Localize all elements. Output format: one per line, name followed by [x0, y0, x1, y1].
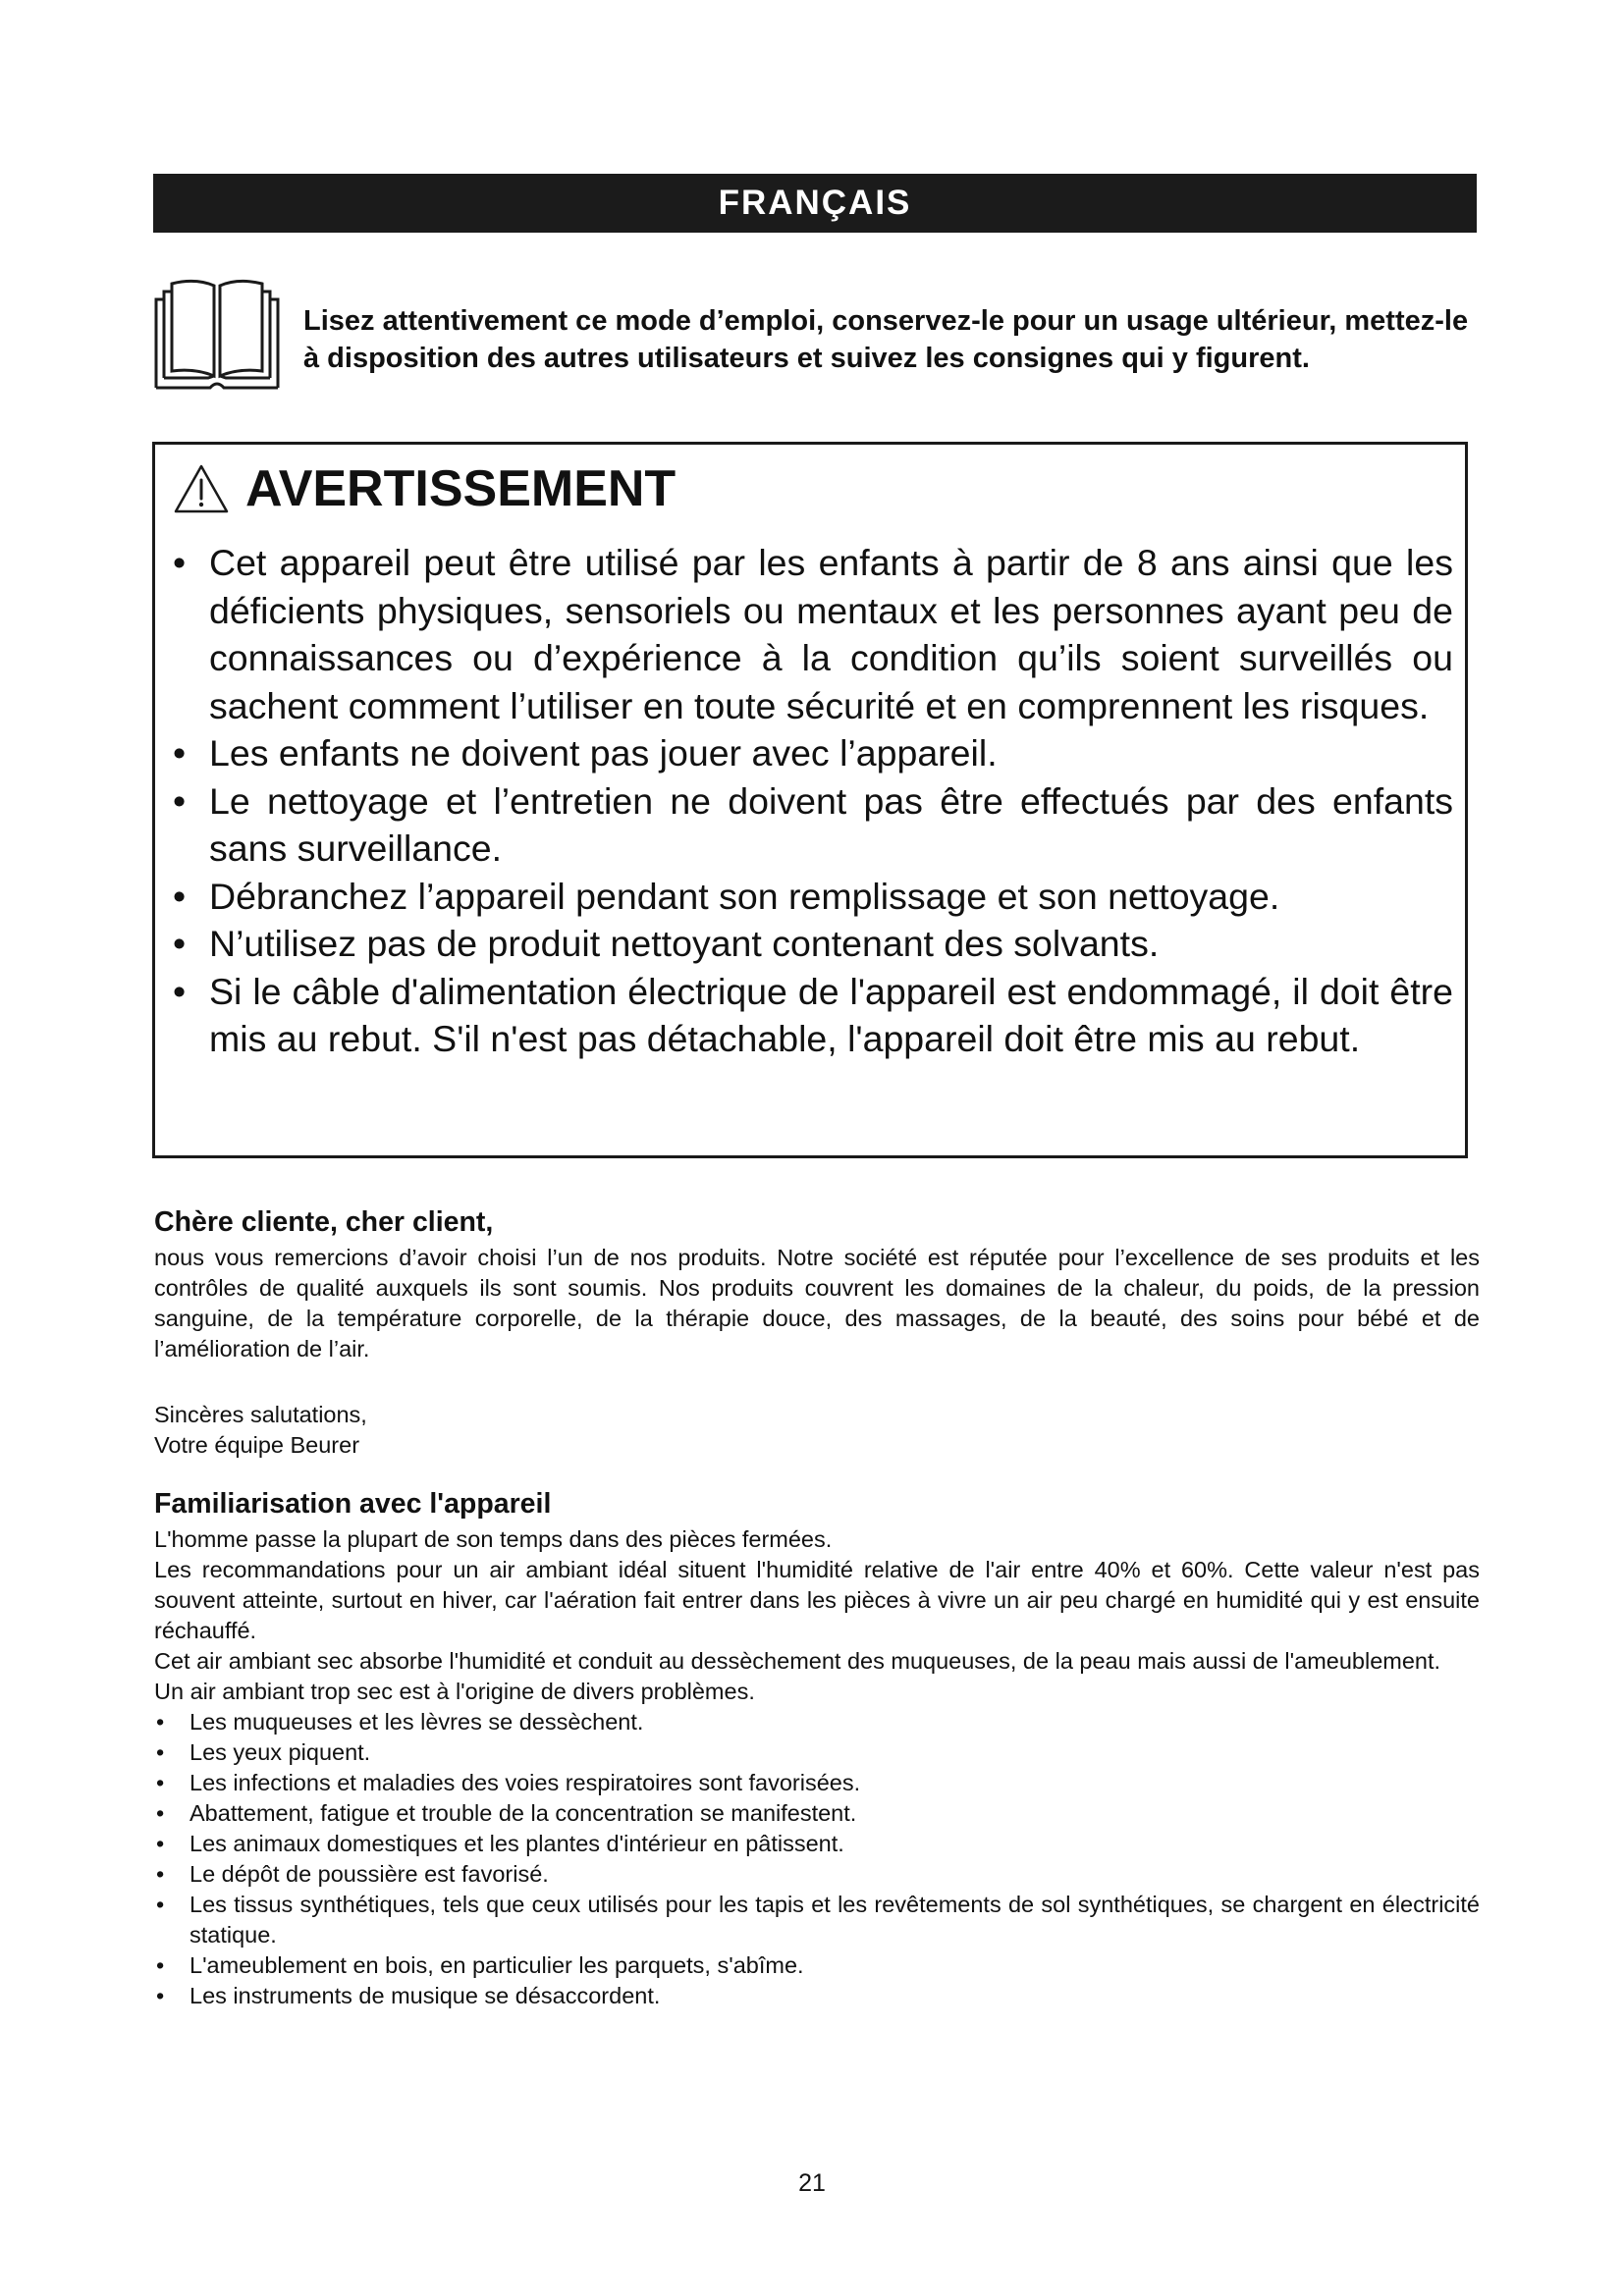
warning-title-row [173, 456, 676, 521]
list-item: • Les animaux domestiques et les plantes d'intérieur en pâtissent. [154, 1829, 1480, 1859]
list-item: • Abattement, fatigue et trouble de la concentration se manifestent. [154, 1798, 1480, 1829]
warning-triangle-icon [173, 463, 230, 514]
problem-list [154, 1707, 1480, 2011]
greeting-closing [154, 1400, 367, 1461]
greeting-heading: Chère cliente, cher client, [154, 1206, 494, 1238]
intro-instructions: Lisez attentivement ce mode d’emploi, conservez-le pour un usage ultérieur, mettez-le à disposition des autres utilisateurs et suivez les consignes qui y figurent. [303, 305, 1469, 374]
paragraph: Cet air ambiant sec absorbe l'humidité et conduit au dessèchement des muqueuses, de la peau mais aussi de l'ameublement. [154, 1648, 1441, 1674]
list-item: • Les muqueuses et les lèvres se dessèchent. [154, 1707, 1480, 1737]
list-item: • Le dépôt de poussière est favorisé. [154, 1859, 1480, 1890]
list-item: • Les yeux piquent. [154, 1737, 1480, 1768]
page-number: 21 [798, 2169, 826, 2197]
list-item: • Les tissus synthétiques, tels que ceux utilisés pour les tapis et les revêtements de sol synthétiques, se chargent en électricité statique. [154, 1890, 1480, 1950]
closing-line: Sincères salutations, [154, 1402, 367, 1427]
warning-item: • Si le câble d'alimentation électrique de l'appareil est endommagé, il doit être mis au rebut. S'il n'est pas détachable, l'appareil doit être mis au rebut. [155, 968, 1465, 1063]
list-item: • L'ameublement en bois, en particulier les parquets, s'abîme. [154, 1950, 1480, 1981]
warning-title: AVERTISSEMENT [245, 460, 677, 517]
warning-item: • N’utilisez pas de produit nettoyant contenant des solvants. [155, 920, 1465, 968]
warning-item: • Le nettoyage et l’entretien ne doivent pas être effectués par des enfants sans surveillance. [155, 777, 1465, 873]
list-item: • Les instruments de musique se désaccordent. [154, 1981, 1480, 2011]
signature-line: Votre équipe Beurer [154, 1432, 360, 1458]
greeting-body: nous vous remercions d’avoir choisi l’un de nos produits. Notre société est réputée pour l’excellence de ses produits et les contrôles de qualité auxquels ils sont soumis. Nos produits couvrent les domaines de la chaleur, du poids, de la pression sanguine, de la température corporelle, de la thérapie douce, des massages, de la beauté, des soins pour bébé et de l’amélioration de l’air. [154, 1245, 1480, 1362]
warning-item: • Cet appareil peut être utilisé par les enfants à partir de 8 ans ainsi que les déficients physiques, sensoriels ou mentaux et les personnes ayant peu de connaissances ou d’expérience à la condition qu’ils soient surveillés ou sachent comment l’utiliser en toute sécurité et en comprennent les risques. [155, 539, 1465, 729]
warning-list [155, 539, 1465, 1063]
familiarisation-heading: Familiarisation avec l'appareil [154, 1488, 552, 1520]
warning-item: • Débranchez l’appareil pendant son remplissage et son nettoyage. [155, 873, 1465, 921]
paragraph: Les recommandations pour un air ambiant idéal situent l'humidité relative de l'air entre 40% et 60%. Cette valeur n'est pas souvent atteinte, surtout en hiver, car l'aération fait entrer dans les pièces à vivre un air peu chargé en humidité qui y est ensuite réchauffé. [154, 1557, 1480, 1643]
paragraph: Un air ambiant trop sec est à l'origine de divers problèmes. [154, 1679, 755, 1704]
language-header: FRANÇAIS [153, 174, 1477, 233]
familiarisation-body [154, 1524, 1480, 2011]
paragraph: L'homme passe la plupart de son temps dans des pièces fermées. [154, 1526, 833, 1552]
warning-item: • Les enfants ne doivent pas jouer avec l’appareil. [155, 729, 1465, 777]
list-item: • Les infections et maladies des voies respiratoires sont favorisées. [154, 1768, 1480, 1798]
warning-box [152, 442, 1468, 1158]
book-icon [151, 278, 283, 392]
